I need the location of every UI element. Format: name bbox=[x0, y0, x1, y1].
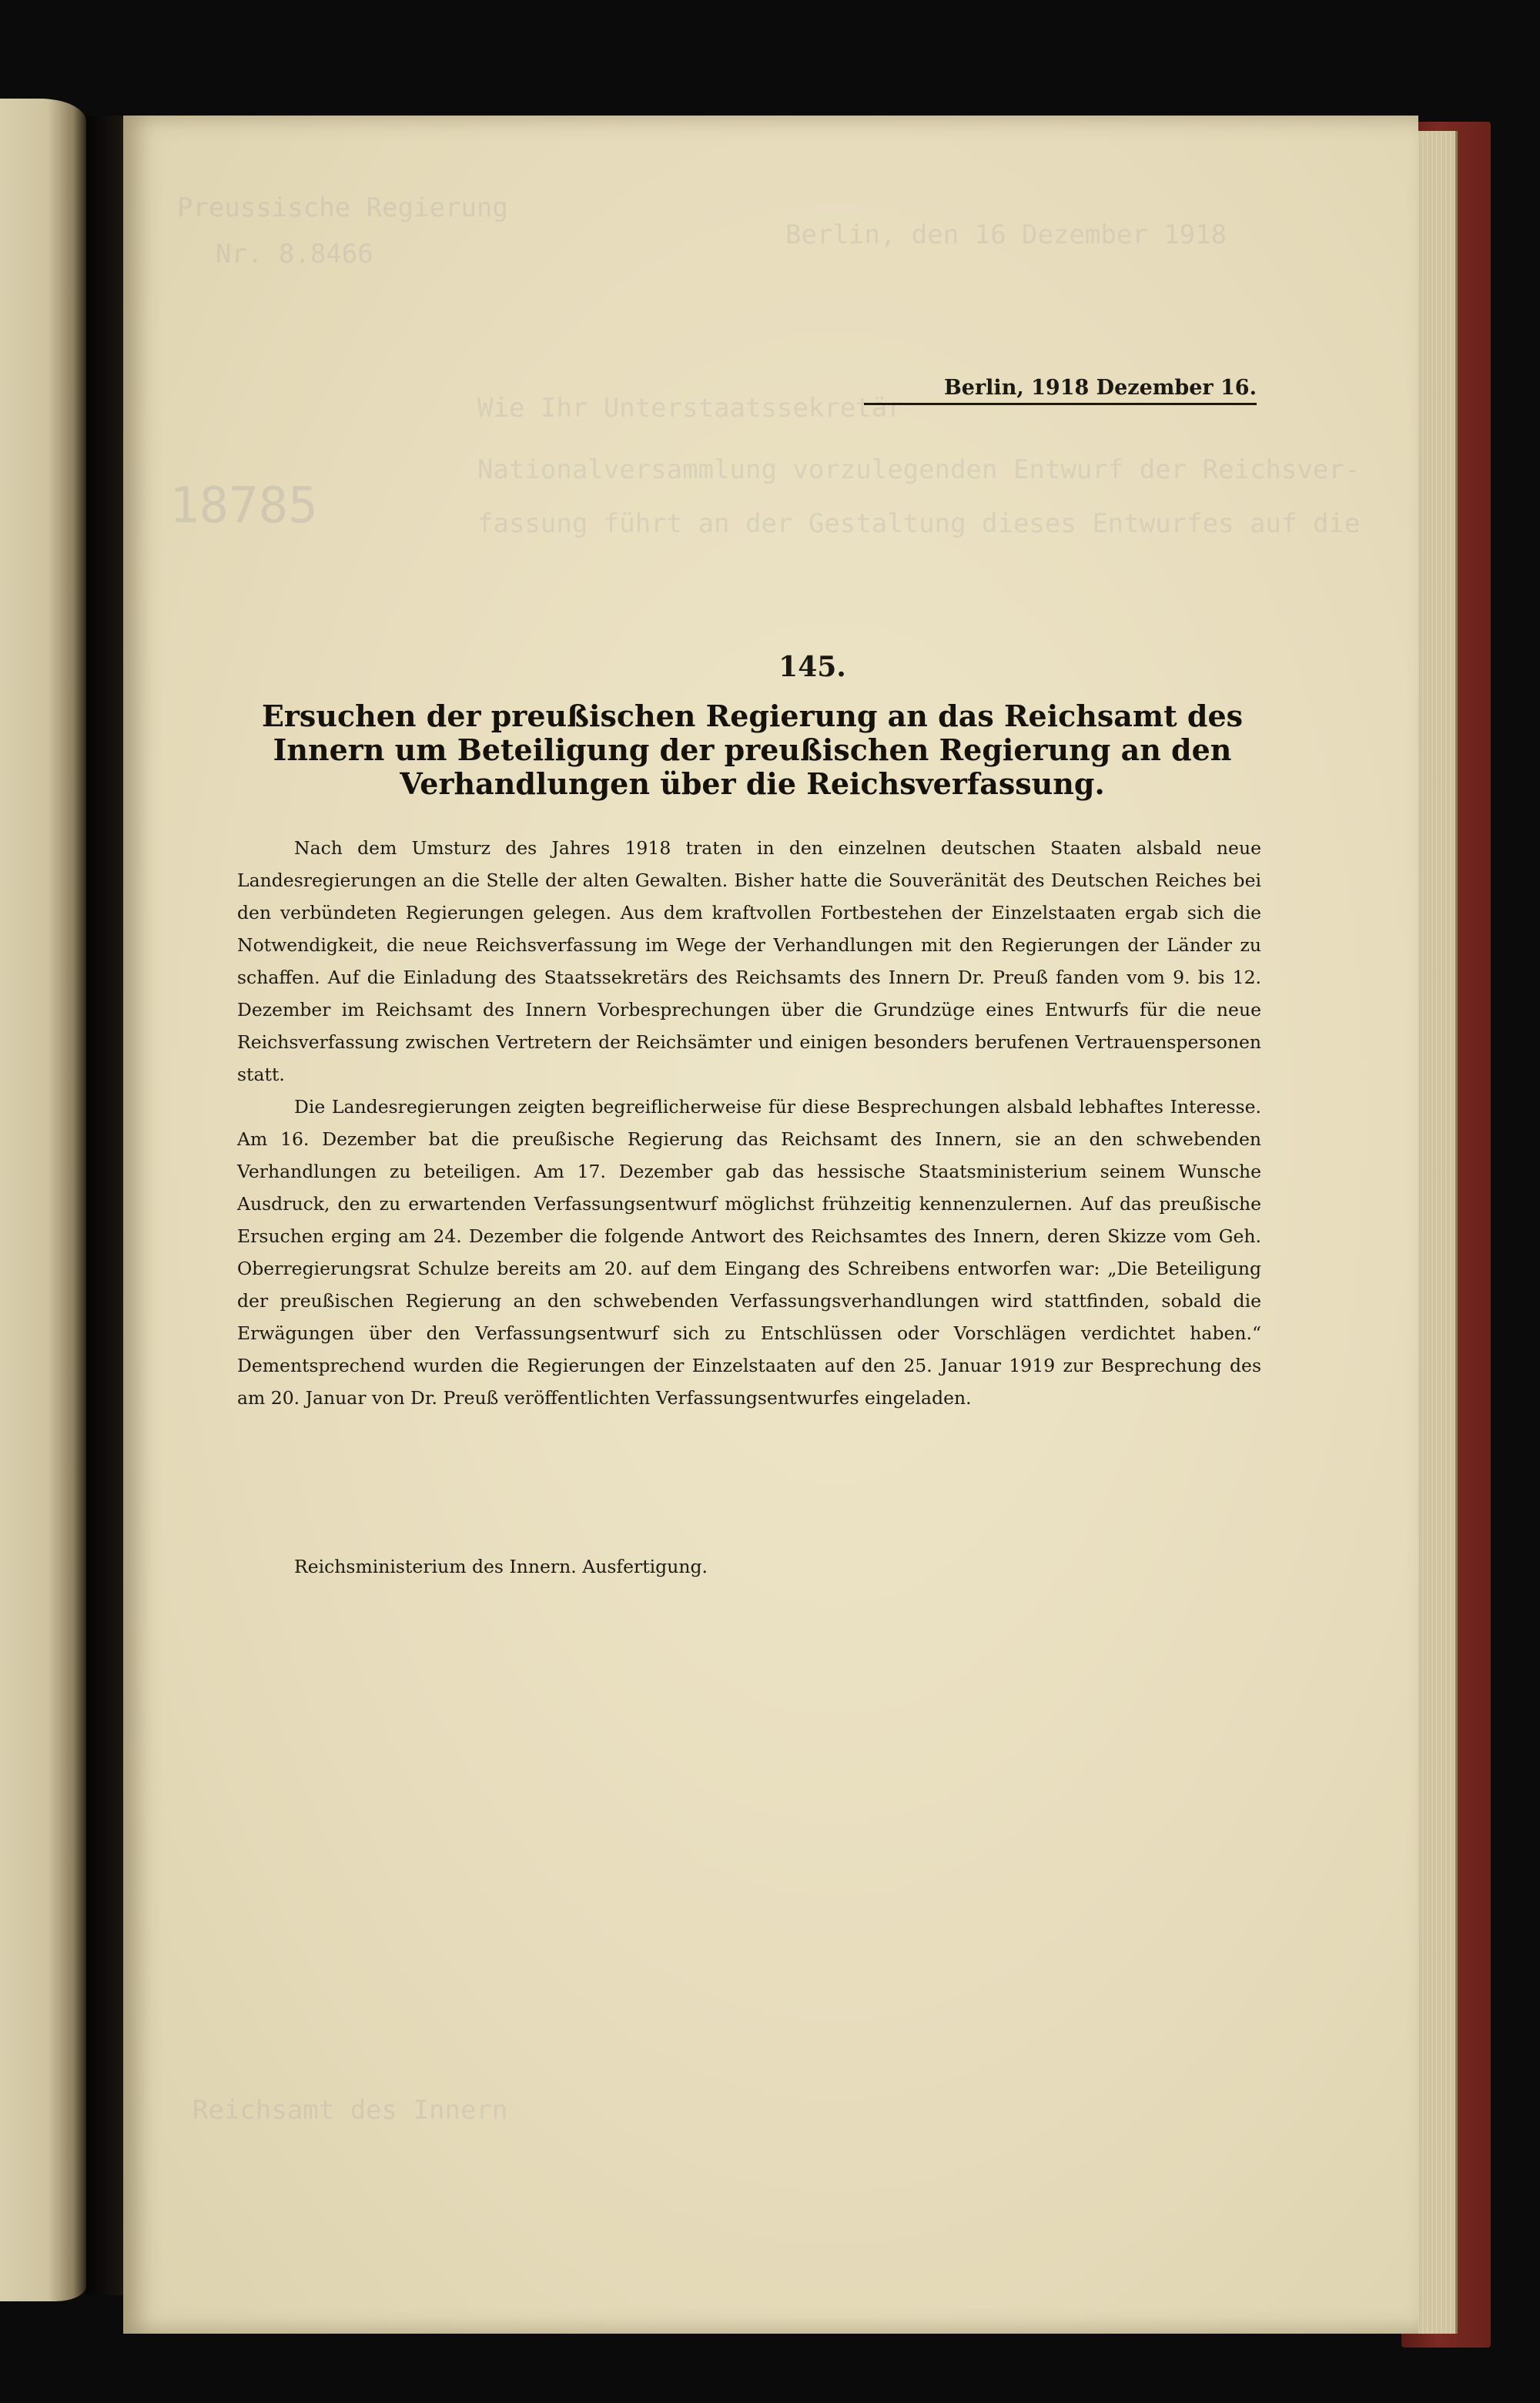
body-text bbox=[237, 832, 1261, 1414]
show-through-text: fassung führt an der Gestaltung dieses Entwurfes auf die bbox=[477, 508, 1361, 539]
book-gutter bbox=[86, 116, 123, 2295]
document-number: 145. bbox=[778, 651, 846, 683]
body-paragraph: Nach dem Umsturz des Jahres 1918 traten in den einzelnen deutschen Staaten alsbald neue Landesregierungen an die Stelle der alten Gewalten. Bisher hatte die Souveränität des Deutschen Reiches bei den verbündeten Regierungen gelegen. Aus dem kraftvollen Fortbestehen der Einzelstaaten ergab sich die Notwendigkeit, die neue Reichsverfassung im Wege der Verhandlungen mit den Regierungen der Länder zu schaffen. Auf die Einladung des Staatssekretärs des Reichsamts des Innern Dr. Preuß fanden vom 9. bis 12. Dezember im Reichsamt des Innern Vorbesprechungen über die Grundzüge eines Entwurfs für die neue Reichsverfassung zwischen Vertretern der Reichsämter und einigen besonders berufenen Vertrauenspersonen statt. bbox=[237, 837, 1261, 1085]
show-through-text: Reichsamt des Innern bbox=[192, 2095, 508, 2126]
show-through-text: Nationalversammlung vorzulegenden Entwurf der Reichsver- bbox=[477, 454, 1361, 485]
show-through-text: Berlin, den 16 Dezember 1918 bbox=[785, 220, 1227, 250]
source-note: Reichsministerium des Innern. Ausfertigung. bbox=[294, 1556, 708, 1577]
document-title: Ersuchen der preußischen Regierung an das Reichsamt des Innern um Beteiligung der preußischen Regierung an den Verhandlungen über die Reichsverfassung. bbox=[261, 699, 1244, 801]
show-through-text: Preussische Regierung bbox=[177, 193, 508, 223]
body-paragraph: Die Landesregierungen zeigten begreiflicherweise für diese Besprechungen alsbald lebhaftes Interesse. Am 16. Dezember bat die preußische Regierung das Reichsamt des Innern, sie an den schwebenden Verhandlungen zu beteiligen. Am 17. Dezember gab das hessische Staatsministerium seinem Wunsche Ausdruck, den zu erwartenden Verfassungsentwurf möglichst frühzeitig kennenzulernen. Auf das preußische Ersuchen erging am 24. Dezember die folgende Antwort des Reichsamtes des Innern, deren Skizze vom Geh. Oberregierungsrat Schulze bereits am 20. auf dem Eingang des Schreibens entworfen war: „Die Beteiligung der preußischen Regierung an den schwebenden Verfassungsverhandlungen wird stattfinden, sobald die Erwägungen über den Verfassungsentwurf sich zu Entschlüssen oder Vorschlägen verdichtet haben.“ Dementsprechend wurden die Regierungen der Einzelstaaten auf den 25. Januar 1919 zur Besprechung des am 20. Januar von Dr. Preuß veröffentlichten Verfassungsentwurfes eingeladen. bbox=[237, 1096, 1261, 1409]
show-through-text: Nr. 8.8466 bbox=[216, 239, 373, 270]
document-page bbox=[123, 116, 1418, 2334]
dateline: Berlin, 1918 Dezember 16. bbox=[864, 376, 1257, 405]
left-page-edge bbox=[0, 99, 86, 2301]
show-through-stamp: 18785 bbox=[169, 478, 318, 535]
show-through-text: Wie Ihr Unterstaatssekretär bbox=[477, 393, 903, 424]
